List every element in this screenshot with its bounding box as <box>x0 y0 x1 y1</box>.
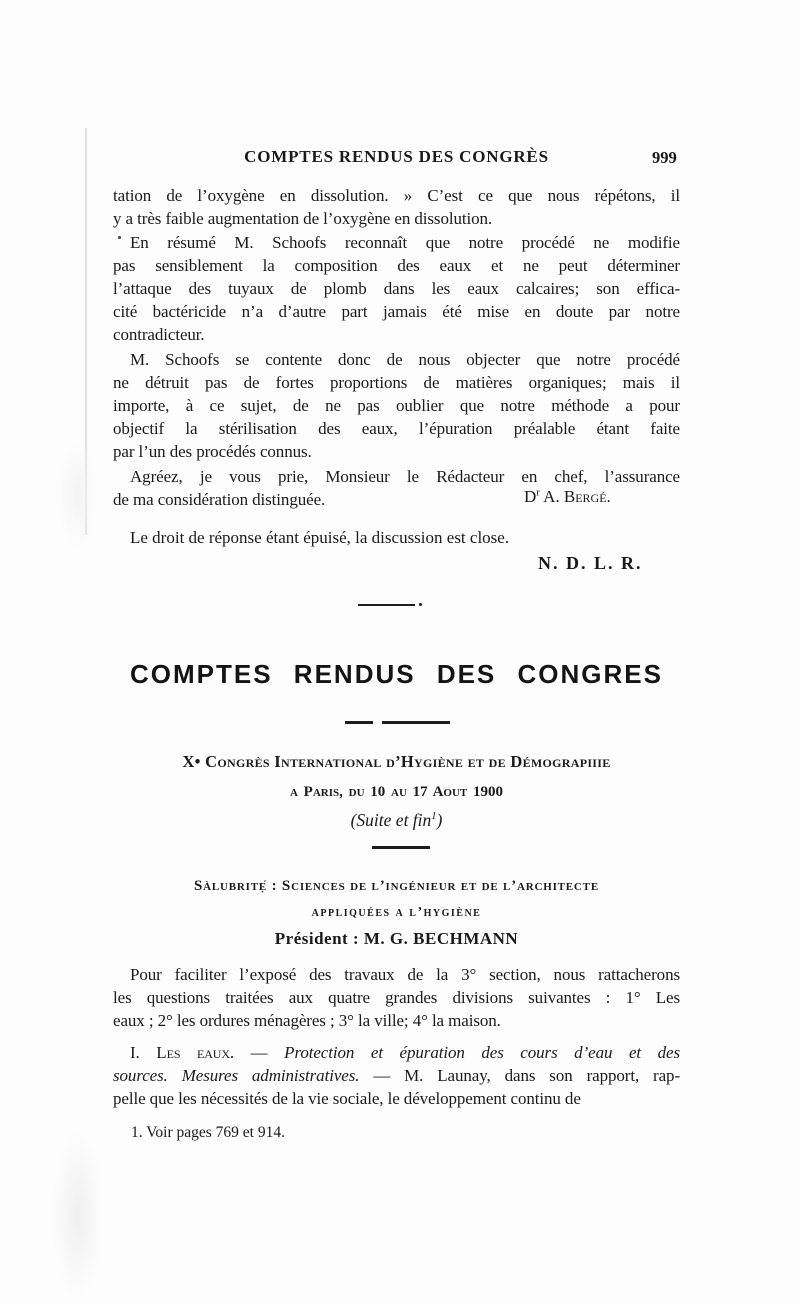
italic-subsection-title: sources. Mesures administratives. <box>113 1066 360 1085</box>
closing-text: Le droit de réponse étant épuisé, la discussion est close. <box>130 528 510 547</box>
separator-rule-dot <box>419 603 422 606</box>
salubrite-heading-line-2: appliquées a l’hygiène <box>311 905 482 920</box>
text-line <box>113 1064 680 1087</box>
suite-note-close: ) <box>436 810 443 830</box>
text-line: les questions traitées aux quatre grandes divisions suivantes : 1° Les <box>113 988 680 1007</box>
text-line: pelle que les nécessités de la vie sociale, le développement continu de <box>113 1089 581 1108</box>
text-line: importe, à ce sujet, de ne pas oublier que notre méthode a pour <box>113 396 680 415</box>
suite-note-text: (Suite et fin <box>350 810 432 830</box>
text-line: de ma considération distinguée. <box>113 490 326 509</box>
text-line: contradicteur. <box>113 325 205 344</box>
congress-subtitle <box>113 810 680 831</box>
congress-title-line-1: X• Congrès International d’Hygiène et de Démograpiiie <box>182 752 611 771</box>
text-line: eaux ; 2° les ordures ménagères ; 3° la ville; 4° la maison. <box>113 1011 501 1030</box>
body-paragraph-2 <box>113 231 680 346</box>
text-line: ne détruit pas de fortes proportions de matières organiques; mais il <box>113 373 680 392</box>
body-paragraph-1 <box>113 184 680 230</box>
signature <box>524 487 611 507</box>
signature-name: A. <box>539 487 564 506</box>
congress-title-line-2: a Paris, du 10 au 17 Aout 1900 <box>289 784 503 800</box>
closing-note <box>113 528 680 548</box>
body-paragraph-5 <box>113 963 680 1032</box>
footnote-marker: 1 <box>431 811 437 823</box>
italic-subsection-title: Protection et épuration des cours d’eau et des <box>284 1043 681 1062</box>
signature-surname: Bergé. <box>563 487 611 506</box>
text-line: Pour faciliter l’exposé des travaux de la 3° section, nous rattacherons <box>130 965 680 984</box>
subsection-label: I. Les eaux. <box>130 1043 235 1062</box>
text-line: pas sensiblement la composition des eaux et ne peut déterminer <box>113 256 680 275</box>
page-number: 999 <box>652 148 677 167</box>
separator-rule-2a <box>345 721 373 724</box>
section-title: COMPTES RENDUS DES CONGRES <box>130 659 663 689</box>
ndlr-initials: N. D. L. R. <box>538 553 643 573</box>
running-header-title: COMPTES RENDUS DES CONGRÈS <box>244 147 549 166</box>
text-run: — M. Launay, dans son rapport, rap- <box>359 1066 681 1085</box>
text-line: En résumé M. Schoofs reconnaît que notre procédé ne modifie <box>130 233 680 252</box>
salubrite-heading-line-1: Sàlubritẹ́ : Sciences de l’ingénieur et de l’architecte <box>194 878 599 894</box>
scan-artifact-smudge <box>58 440 98 550</box>
president-line: Président : M. G. BECHMANN <box>274 929 519 948</box>
text-line: y a très faible augmentation de l’oxygène en dissolution. <box>113 209 493 228</box>
body-paragraph-6 <box>113 1041 680 1110</box>
signature-superscript: r <box>536 487 540 499</box>
text-line: par l’un des procédés connus. <box>113 442 312 461</box>
separator-rule-3 <box>372 846 430 849</box>
body-paragraph-3 <box>113 348 680 463</box>
text-line <box>113 1041 680 1064</box>
text-line: Agréez, je vous prie, Monsieur le Rédacteur en chef, l’assurance <box>130 467 680 486</box>
separator-rule-2b <box>382 721 450 724</box>
scan-artifact-smudge <box>52 1130 104 1300</box>
footnote: 1. Voir pages 769 et 914. <box>131 1124 285 1141</box>
signature-initial: D <box>524 487 537 506</box>
text-line: tation de l’oxygène en dissolution. » C’est ce que nous répétons, il <box>113 186 680 205</box>
text-line: l’attaque des tuyaux de plomb dans les eaux calcaires; son effica- <box>113 279 680 298</box>
text-line: M. Schoofs se contente donc de nous objecter que notre procédé <box>130 350 680 369</box>
dash: — <box>234 1043 285 1062</box>
separator-rule-1 <box>358 604 415 606</box>
text-line: objectif la stérilisation des eaux, l’épuration préalable étant faite <box>113 419 680 438</box>
text-line: cité bactéricide n’a d’autre part jamais été mise en doute par notre <box>113 302 680 321</box>
